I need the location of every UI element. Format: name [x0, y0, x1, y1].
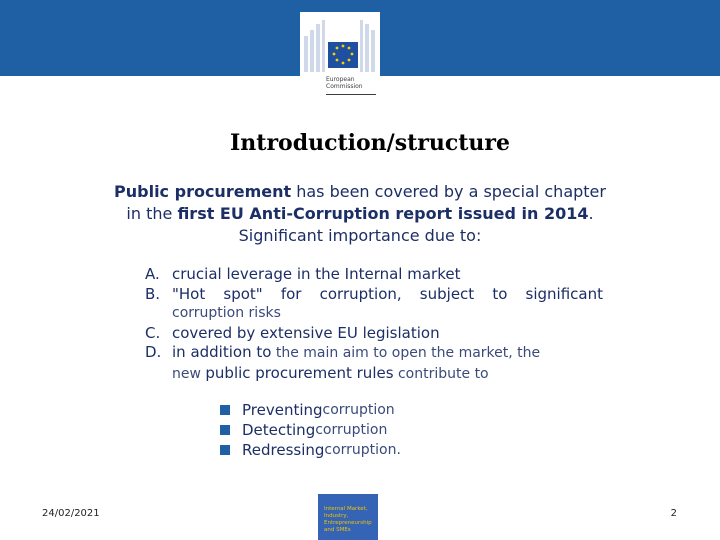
logo-caption: European Commission	[326, 76, 363, 90]
intro-paragraph: Public procurement has been covered by a special chapter in the first EU Anti-Corruption report issued in 2014. Significant importance due to:	[114, 182, 606, 245]
page-number: 2	[670, 508, 677, 519]
list-item: B. "Hot spot" for corruption, subject to significant corruption risks	[145, 284, 603, 321]
logo-underline	[326, 94, 376, 95]
list-item: A. crucial leverage in the Internal market	[145, 265, 461, 283]
checkbox-square-icon	[220, 445, 230, 455]
list-item: Detecting corruption	[220, 420, 401, 440]
footer-date: 24/02/2021	[42, 508, 100, 519]
checkbox-square-icon	[220, 405, 230, 415]
dg-grow-logo: Internal Market, Industry, Entrepreneurship and SMEs	[318, 494, 378, 540]
goals-checklist	[220, 400, 401, 460]
list-item: Preventing corruption	[220, 400, 401, 420]
reasons-list	[145, 265, 603, 384]
checkbox-square-icon	[220, 425, 230, 435]
slide-title: Introduction/structure	[230, 130, 510, 156]
list-item: Redressing corruption.	[220, 440, 401, 460]
list-item: D. in addition to the main aim to open the market, the new public procurement rules contribute to	[145, 343, 541, 382]
list-item: C. covered by extensive EU legislation	[145, 323, 440, 342]
